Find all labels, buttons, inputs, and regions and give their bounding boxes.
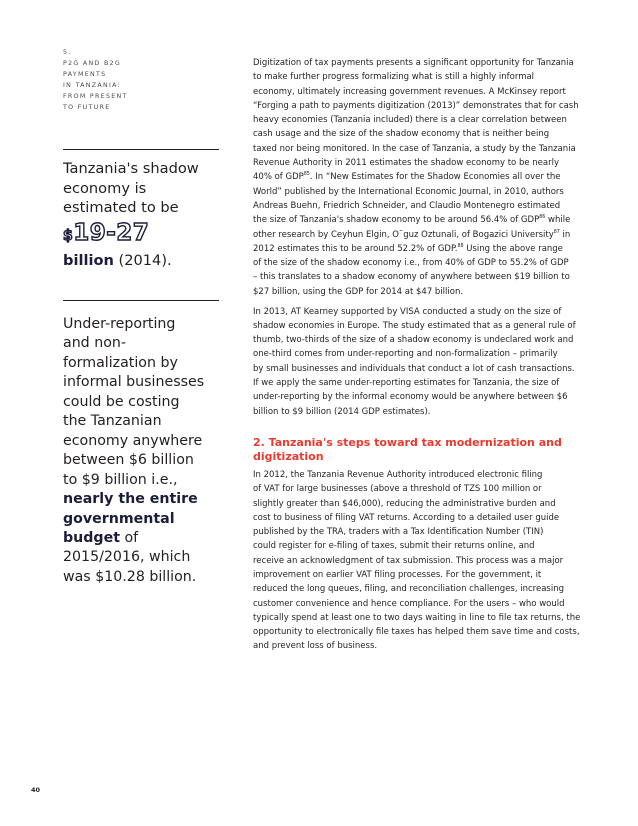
divider-rule [63,149,219,150]
callout-bold-text: nearly the entire [63,491,198,508]
text-line: 2012 estimates this to be around 52.2% of GDP.$^{88}$ Using the above range [253,243,563,254]
callout-bold-line [63,510,235,529]
text-line: 40% of GDP$^{85}$. In “New Estimates for the Shadow Economies all over the [253,172,561,183]
billion-label: billion [63,251,114,269]
text-line: slightly greater than $46,000), reducing the administrative burden and [253,498,556,509]
section-label-line: PAYMENTS [63,70,107,78]
text-line: one-third comes from under-reporting and non-formalization – primarily [253,349,558,360]
callout-bold-line [63,529,235,548]
text-line: improvement on earlier VAT filing processes. For the government, it [253,570,542,580]
text-line: published by the TRA, traders with a Tax Identification Number (TIN) [253,527,544,538]
text-line: Digitization of tax payments presents a significant opportunity for Tanzania [253,58,574,68]
callout-line: economy is [63,179,147,197]
page-number: 40 [31,786,41,794]
figure-unit-line [63,251,228,271]
text-line: billion to $9 billion (2014 GDP estimates). [253,406,431,417]
shadow-economy-figure: $19-27 [63,219,150,246]
text-line: opportunity to electronically file taxes has helped them save time and costs, [253,627,580,638]
text-line: cost to business of filing VAT returns. According to a detailed user guide [253,512,560,523]
callout-line: estimated to be [63,199,179,217]
footnote-ref: 87 [553,229,560,235]
text-line: and prevent loss of business. [253,641,378,652]
callout-bold-text: budget [63,529,120,546]
callout-line: could be costing [63,393,180,410]
text-line: World” published by the International Economic Journal, in 2010, authors [253,186,564,197]
text-line: thumb, two-thirds of the size of a shadow economy is undeclared work and [253,335,574,346]
callout-line: between $6 billion [63,452,194,469]
section-label-line: 5. [63,49,72,56]
section-heading [253,436,602,465]
text-line: the size of Tanzania's shadow economy to be around 56.4% of GDP$^{86}$ while [253,215,571,226]
text-line: In 2013, AT Kearney supported by VISA conducted a study on the size of [253,306,562,317]
text-line: cash usage and the size of the shadow economy that is neither being [253,129,550,140]
text-line: other research by Ceyhun Elgin, O¨guz Oztunali, of Bogazici University$^{87}$ in [253,229,571,240]
callout-line: to $9 billion i.e., [63,471,178,488]
callout-bold-line [63,490,235,509]
text-line: under-reporting by the informal economy would be anywhere between $6 [253,392,568,403]
paragraph-at-kearney [253,305,602,419]
callout-bold-text: governmental [63,510,175,527]
divider-rule [63,300,219,301]
callout-text: of [119,529,139,546]
text-line: to make further progress formalizing what is still a highly informal [253,72,535,83]
footnote-ref: 88 [457,244,464,250]
footnote-ref: 85 [303,172,310,178]
callout-line: Under-reporting [63,316,176,332]
year-label: (2014). [113,251,172,269]
text-line: $27 billion, using the GDP for 2014 at $47 billion. [253,286,464,297]
callout-line: informal businesses [63,374,205,391]
section-label-line: FROM PRESENT [63,92,128,100]
text-line: reduced the long queues, filing, and reconciliation challenges, increasing [253,584,564,595]
text-line: by small businesses and individuals that conduct a lot of cash transactions. [253,363,575,374]
under-reporting-callout [63,315,235,587]
callout-line: the Tanzanian [63,413,162,430]
callout-line: Tanzania's shadow [63,160,199,177]
shadow-economy-callout [63,159,228,270]
heading-line: 2. Tanzania's steps toward tax modernization and [253,435,562,449]
text-line: Revenue Authority in 2011 estimates the shadow economy to be nearly [253,158,559,169]
callout-line: formalization by [63,354,178,371]
section-label [63,48,213,113]
text-line: Andreas Buehn, Friedrich Schneider, and Claudio Montenegro estimated [253,200,561,211]
text-line: of the size of the shadow economy i.e., from 40% of GDP to 55.2% of GDP [253,258,569,269]
text-line: – this translates to a shadow economy of anywhere between $19 billion to [253,272,570,283]
text-line: receive an acknowledgment of tax submission. This process was a major [253,555,564,566]
text-line: customer convenience and hence compliance. For the users – who would [253,598,565,609]
text-line: shadow economies in Europe. The study estimated that as a general rule of [253,320,576,331]
section-label-line: TO FUTURE [63,103,111,111]
callout-line: 2015/2016, which [63,549,191,566]
callout-line: economy anywhere [63,432,203,449]
section-label-line: P2G AND B2G [63,59,122,67]
text-line: economy, ultimately increasing government revenues. A McKinsey report [253,86,566,97]
main-column [253,56,602,659]
callout-line: and non- [63,335,126,352]
paragraph-tax-modernization [253,468,602,654]
heading-line: digitization [253,450,324,464]
figure-line [63,218,228,251]
text-line: typically spend at least one to two days waiting in line to file tax returns, the [253,612,581,623]
text-line: If we apply the same under-reporting estimates for Tanzania, the size of [253,378,560,389]
text-line: could register for e-filing of taxes, submit their returns online, and [253,541,535,552]
text-line: of VAT for large businesses (above a threshold of TZS 100 million or [253,484,542,495]
section-label-line: IN TANZANIA: [63,81,122,89]
text-line: In 2012, the Tanzania Revenue Authority introduced electronic filing [253,469,543,480]
paragraph-shadow-economy [253,56,602,299]
callout-line: was $10.28 billion. [63,568,197,585]
text-line: taxed nor being monitored. In the case of Tanzania, a study by the Tanzania [253,143,576,154]
text-line: heavy economies (Tanzania included) there is a clear correlation between [253,115,567,126]
footnote-ref: 86 [539,215,546,221]
text-line: “Forging a path to payments digitization (2013)” demonstrates that for cash [253,100,579,111]
